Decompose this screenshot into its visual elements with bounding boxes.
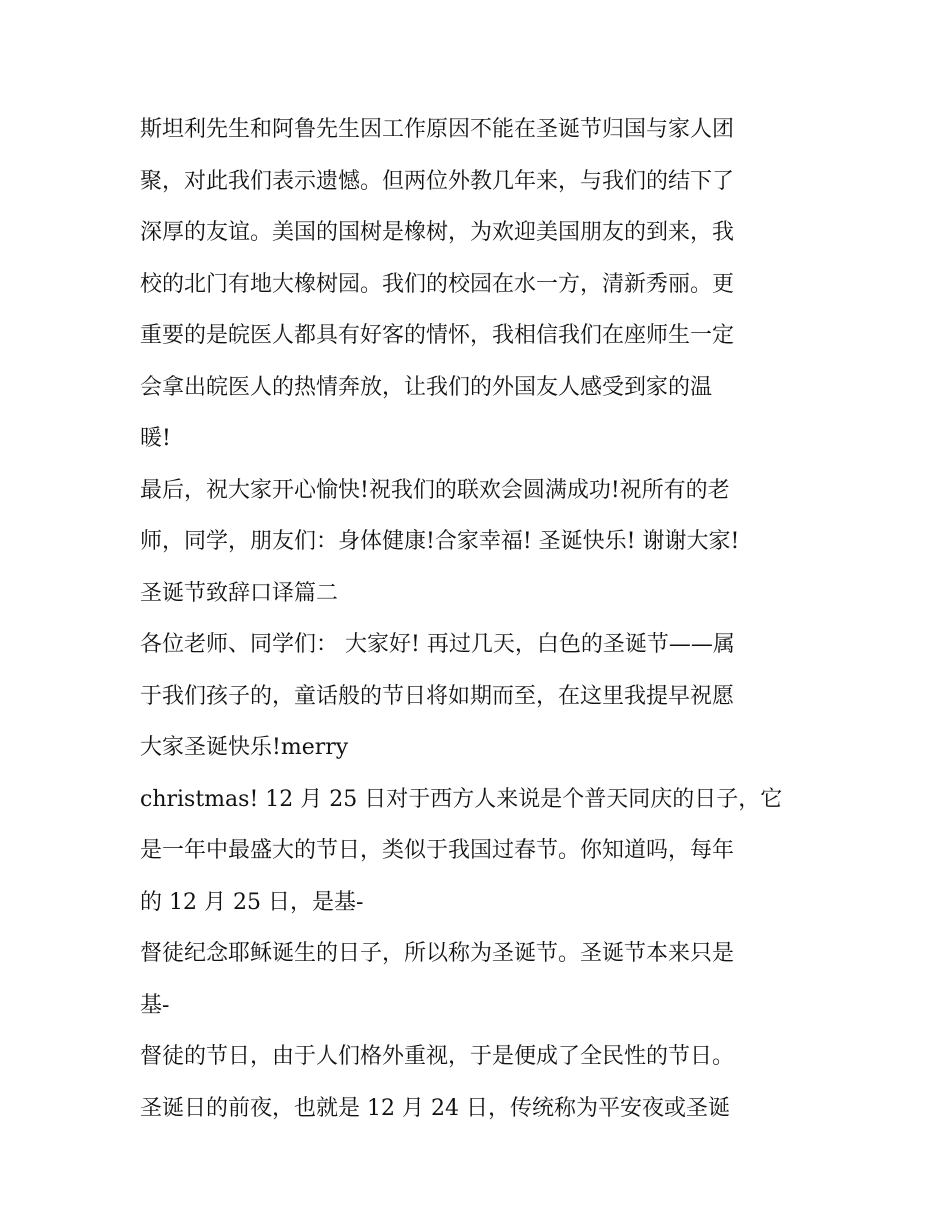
text-line: 督徒纪念耶稣诞生的日子，所以称为圣诞节。圣诞节本来只是 bbox=[140, 941, 735, 966]
text-line: 的 12 月 25 日，是基- bbox=[140, 889, 364, 915]
text-line: 是一年中最盛大的节日，类似于我国过春节。你知道吗，每年 bbox=[140, 838, 735, 863]
text-line: 会拿出皖医人的热情奔放，让我们的外国友人感受到家的温 bbox=[140, 374, 713, 400]
text-line: 暖! bbox=[140, 426, 171, 451]
document-body bbox=[140, 104, 830, 1134]
text-line: 最后，祝大家开心愉快!祝我们的联欢会圆满成功!祝所有的老 bbox=[140, 477, 730, 503]
text-line: 师，同学，朋友们：身体健康!合家幸福! 圣诞快乐! 谢谢大家! bbox=[140, 529, 740, 554]
text-line: 圣诞日的前夜，也就是 12 月 24 日，传统称为平安夜或圣诞 bbox=[140, 1095, 730, 1121]
text-line: 基- bbox=[140, 992, 170, 1018]
text-line: 聚，对此我们表示遗憾。但两位外教几年来，与我们的结下了 bbox=[140, 168, 735, 194]
text-line: 重要的是皖医人都具有好客的情怀，我相信我们在座师生一定 bbox=[140, 323, 735, 348]
text-line: 于我们孩子的，童话般的节日将如期而至，在这里我提早祝愿 bbox=[140, 683, 735, 709]
text-line: 大家圣诞快乐!merry bbox=[140, 735, 349, 760]
text-line: 各位老师、同学们： 大家好! 再过几天，白色的圣诞节——属 bbox=[140, 632, 735, 657]
text-line: christmas! 12 月 25 日对于西方人来说是个普天同庆的日子，它 bbox=[140, 786, 783, 812]
text-line: 斯坦利先生和阿鲁先生因工作原因不能在圣诞节归国与家人团 bbox=[140, 117, 735, 142]
text-line: 督徒的节日，由于人们格外重视，于是便成了全民性的节日。 bbox=[140, 1044, 735, 1069]
section-heading: 圣诞节致辞口译篇二 bbox=[140, 580, 339, 606]
text-line: 校的北门有地大橡树园。我们的校园在水一方，清新秀丽。更 bbox=[140, 271, 735, 297]
text-line: 深厚的友谊。美国的国树是橡树，为欢迎美国朋友的到来，我 bbox=[140, 220, 735, 245]
